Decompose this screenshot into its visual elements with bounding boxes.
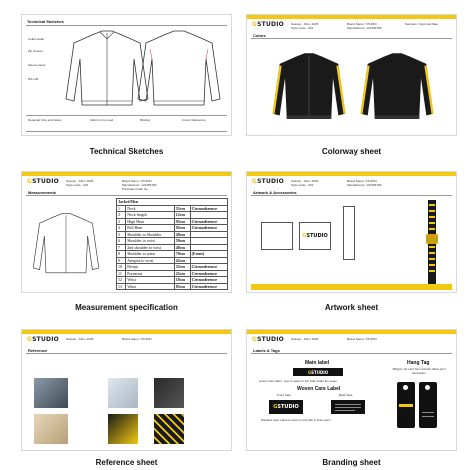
measurement-cell-value: 70cm bbox=[174, 251, 190, 258]
caption-technical: Technical Sketches bbox=[89, 147, 164, 156]
care-label-back bbox=[331, 400, 365, 414]
measurement-cell-no: 5 bbox=[117, 231, 126, 238]
measurement-cell-note: Circumference bbox=[190, 264, 227, 271]
caption-artwork: Artwork sheet bbox=[324, 303, 379, 312]
measurement-cell-no: 9 bbox=[117, 257, 126, 264]
caption-colorway: Colorway sheet bbox=[321, 147, 382, 156]
studio-logo: GSTUDIO bbox=[27, 336, 59, 343]
measurement-cell-value: 55cm bbox=[174, 205, 190, 212]
reference-photo-fabric bbox=[34, 414, 68, 444]
care-label-front: GSTUDIO bbox=[269, 400, 303, 414]
section-label: Reference bbox=[28, 348, 48, 353]
sheet-title: Technical Sketches bbox=[27, 19, 64, 24]
hang-tag-back bbox=[419, 382, 437, 428]
measurement-cell-no: 12 bbox=[117, 277, 126, 284]
measurement-cell-name: Biceps bbox=[126, 264, 175, 271]
measurement-cell-note: Circumference bbox=[190, 277, 227, 284]
measurement-cell-name: Shoulder to waist bbox=[126, 251, 175, 258]
measurement-cell-name: Neck length bbox=[126, 212, 175, 219]
measurement-cell-no: 4 bbox=[117, 225, 126, 232]
caption-branding: Branding sheet bbox=[322, 458, 381, 467]
measurement-cell-value: 85cm bbox=[174, 283, 190, 290]
measurement-cell-name: Neck bbox=[126, 205, 175, 212]
measurement-cell-no: 6 bbox=[117, 238, 126, 245]
measurement-cell-no: 3 bbox=[117, 218, 126, 225]
colorway-card[interactable]: GSTUDIO Season - FALL 2025 Style Code - 001 Brand Name: STUDIO Manufacturer: 123456789 Samples / Approval Date Colors bbox=[246, 14, 457, 136]
measurement-cell-no: 7 bbox=[117, 244, 126, 251]
logo-vertical-tape bbox=[343, 206, 355, 260]
measurement-table: Jacket/Men 1 Neck 55cm Circumference 2 Neck length 12cm 3 High Hem 95cm Circumference 4 Full Hem 95cm Circumference 5 Shoulder to Shoulder 40cm 6 Shoulder to wrist 59cm 7 2nd shoulder to wrist 48cm 8 Shoulder to waist 70cm (Front) 9 Armpits to wrist 45cm 10 Biceps 35cm Circumference 11 Forearms 25cm Circumference 12 Wrist 18cm Circumference 13 Waist 85cm Circumference bbox=[116, 198, 228, 290]
measurement-row bbox=[117, 283, 228, 290]
measurement-card[interactable]: GSTUDIO Season - FALL 2025 Style Code - 001 Brand Name: STUDIO Manufacturer: 123456789 Purchase Order No. Measurements Jacket/Men 1 Neck 55cm Circumference 2 Neck length 12cm 3 High Hem 95cm Circumference 4 Full Hem 95cm Circumference 5 Shoulder to Shoulder 40cm 6 Shoulder to wrist 59cm 7 2nd shoulder to wrist 48cm 8 Shoulder to waist 70cm (Front) 9 Armpits to wrist 45cm 10 Biceps 35cm Circumference 11 Forearms 25cm Circumference 12 Wrist 18cm Circumference 13 Waist 85cm Circumference bbox=[21, 171, 232, 293]
measurement-cell-name: Armpits to wrist bbox=[126, 257, 175, 264]
measurement-cell-value: 95cm bbox=[174, 225, 190, 232]
measurement-cell-no: 2 bbox=[117, 212, 126, 219]
measurement-cell-name: Wrist bbox=[126, 277, 175, 284]
measurement-cell-note: Circumference bbox=[190, 218, 227, 225]
measurement-cell-note: Circumference bbox=[190, 205, 227, 212]
measurement-cell-name: Shoulder to wrist bbox=[126, 238, 175, 245]
reference-card[interactable]: GSTUDIO Season - FALL 2025 Brand Name: STUDIO Reference bbox=[21, 329, 232, 451]
section-label: Artwork & Accessories bbox=[253, 190, 297, 195]
reference-photo-tape bbox=[154, 414, 184, 444]
measurement-cell-value: 18cm bbox=[174, 277, 190, 284]
woven-care-title: Woven Care Label bbox=[297, 386, 341, 392]
measurement-cell-name: Full Hem bbox=[126, 225, 175, 232]
artwork-card[interactable]: GSTUDIO Season - FALL 2025 Style Code - 001 Brand Name: STUDIO Manufacturer: 123456789 Artwork & Accessories GSTUDIO bbox=[246, 171, 457, 293]
studio-logo: GSTUDIO bbox=[252, 21, 284, 28]
measurement-cell-note: Circumference bbox=[190, 270, 227, 277]
measurement-cell-value: 12cm bbox=[174, 212, 190, 219]
measurement-cell-no: 1 bbox=[117, 205, 126, 212]
reference-photo-detail bbox=[108, 414, 138, 444]
section-label: Labels & Tags bbox=[253, 348, 280, 353]
main-label-swatch: GSTUDIO bbox=[293, 368, 343, 376]
technical-sketch-card[interactable]: Technical Sketches Collar detail Zip closure Sleeve panel Rib cuff Required Size and Notes Fabric to be used Binding Colour Reference bbox=[21, 14, 232, 136]
measurement-cell-no: 13 bbox=[117, 283, 126, 290]
measurement-cell-name: High Hem bbox=[126, 218, 175, 225]
section-label: Measurements bbox=[28, 190, 57, 195]
caption-measurement: Measurement specification bbox=[75, 303, 178, 312]
jacket-measurement-sketch bbox=[30, 208, 102, 280]
measurement-cell-value: 59cm bbox=[174, 238, 190, 245]
measurement-cell-no: 8 bbox=[117, 251, 126, 258]
studio-logo: GSTUDIO bbox=[27, 178, 59, 185]
logo-placement-front bbox=[261, 222, 293, 250]
zipper-icon bbox=[425, 200, 439, 284]
caption-reference: Reference sheet bbox=[95, 458, 158, 467]
measurement-cell-value: 25cm bbox=[174, 270, 190, 277]
measurement-cell-value: 95cm bbox=[174, 218, 190, 225]
reference-photo-zipper bbox=[154, 378, 184, 408]
section-label: Colors bbox=[253, 33, 266, 38]
reference-photo-model bbox=[34, 378, 68, 408]
measurement-cell-value: 45cm bbox=[174, 257, 190, 264]
measurement-cell-name: 2nd shoulder to wrist bbox=[126, 244, 175, 251]
measurement-cell-value: 35cm bbox=[174, 264, 190, 271]
reference-photo-jacket bbox=[108, 378, 138, 408]
measurement-cell-name: Waist bbox=[126, 283, 175, 290]
measurement-cell-note: (Front) bbox=[190, 251, 227, 258]
studio-logo: GSTUDIO bbox=[252, 178, 284, 185]
jacket-back-black bbox=[357, 47, 437, 127]
measurement-cell-no: 10 bbox=[117, 264, 126, 271]
measurement-cell-name: Forearms bbox=[126, 270, 175, 277]
measurement-cell-name: Shoulder to Shoulder bbox=[126, 231, 175, 238]
measurement-cell-value: 48cm bbox=[174, 244, 190, 251]
main-label-title: Main label bbox=[305, 360, 330, 366]
measurement-cell-value: 40cm bbox=[174, 231, 190, 238]
studio-logo: GSTUDIO bbox=[252, 336, 284, 343]
measurement-cell-note: Circumference bbox=[190, 283, 227, 290]
logo-placement-print: GSTUDIO bbox=[299, 222, 331, 250]
jacket-back-sketch bbox=[134, 29, 224, 109]
branding-card[interactable]: GSTUDIO Season - FALL 2025 Brand Name: STUDIO Labels & Tags Main label GSTUDIO woven care label : sew to seam in left side inside the seam Woven Care Label Front Side Back Side GSTUDIO Washed Care Label to sewn in left side in side seam Hang Tag 350gsm art card front & back offset print lamination bbox=[246, 329, 457, 451]
measurement-cell-no: 11 bbox=[117, 270, 126, 277]
jacket-front-black bbox=[269, 47, 349, 127]
measurement-cell-note: Circumference bbox=[190, 225, 227, 232]
hang-tag-title: Hang Tag bbox=[407, 360, 430, 366]
hang-tag-front bbox=[397, 382, 415, 428]
